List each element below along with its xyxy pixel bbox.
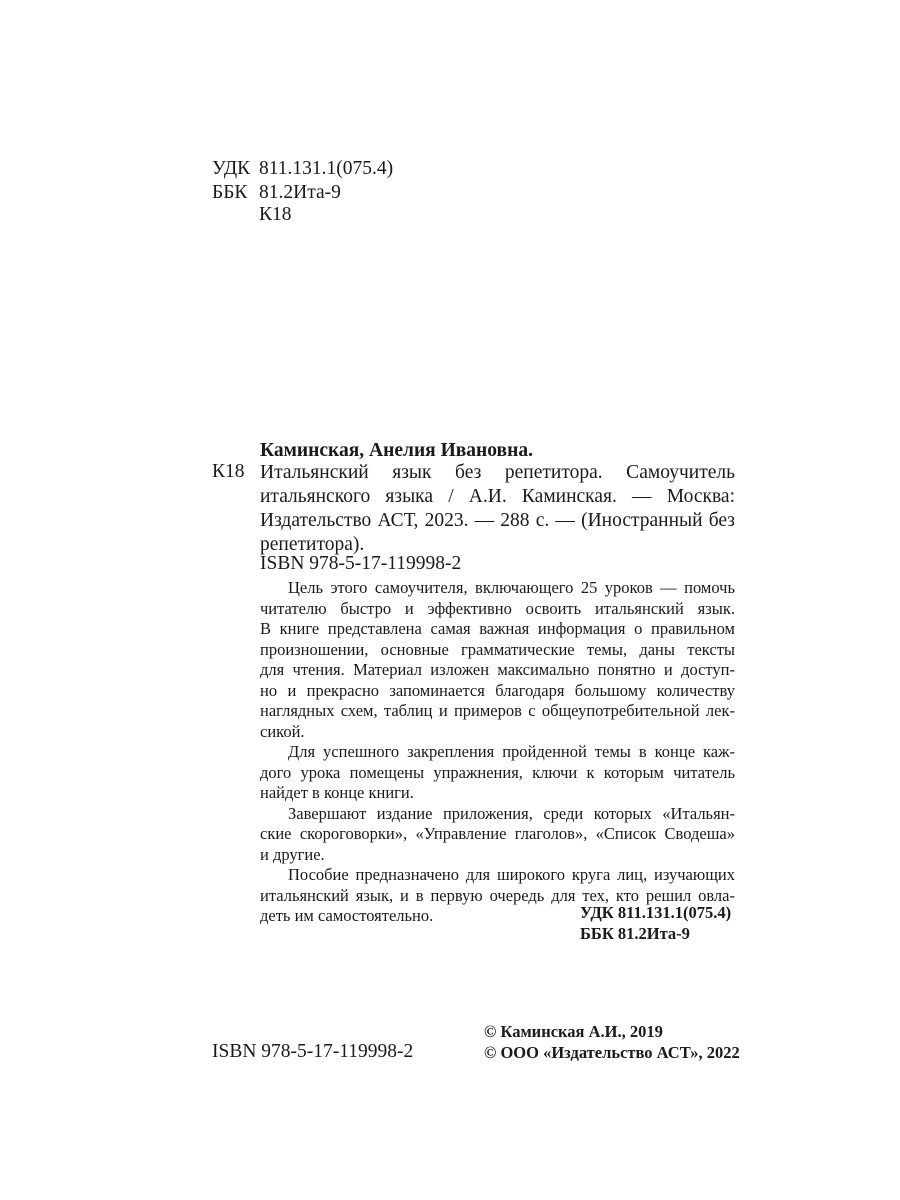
annotation-line: итальянский язык, и в первую очередь для тех, кто решил овла-: [260, 885, 735, 905]
annotation-line: и другие.: [260, 844, 325, 864]
bottom-isbn: ISBN 978-5-17-119998-2: [212, 1041, 414, 1062]
author-mark-header: К18: [259, 204, 292, 225]
annotation-line: дого урока помещены упражнения, ключи к которым читатель: [260, 762, 735, 782]
bib-line: репетитора).: [260, 534, 365, 555]
bbk-value: 81.2Ита-9: [259, 182, 341, 203]
annotation-paragraph: [260, 804, 735, 866]
copyright-publisher: © ООО «Издательство АСТ», 2022: [484, 1043, 740, 1062]
udk-header-row: [212, 157, 393, 181]
copyright-author: © Каминская А.И., 2019: [484, 1022, 663, 1041]
annotation-line: Для успешного закрепления пройденной темы в конце каж-: [288, 742, 735, 761]
footer-bbk: ББК 81.2Ита-9: [580, 924, 690, 943]
annotation-line: наглядных схем, таблиц и примеров с общеупотребительной лек-: [260, 701, 735, 720]
udk-value: 811.131.1(075.4): [259, 158, 394, 179]
footer-udk: УДК 811.131.1(075.4): [580, 903, 732, 922]
bib-line: итальянского языка / А.И. Каминская. — Москва:: [260, 486, 735, 507]
copyright-block: [484, 1021, 740, 1063]
annotation-line: сикой.: [260, 721, 305, 741]
annotation-line: Пособие предназначено для широкого круга лиц, изучающих: [288, 865, 735, 884]
author-mark-header-row: [212, 203, 292, 227]
bbk-header-row: [212, 181, 341, 205]
annotation-paragraph: [260, 578, 735, 742]
annotation-line: найдет в конце книги.: [260, 783, 414, 802]
author-heading: Каминская, Анелия Ивановна.: [260, 440, 533, 461]
annotation-line: В книге представлена самая важная информация о правильном: [260, 619, 735, 638]
bib-line: Издательство АСТ, 2023. — 288 с. — (Иностранный без: [260, 510, 735, 531]
annotation-line: для чтения. Материал изложен максимально понятно и доступ-: [260, 660, 735, 679]
annotation-line: произношении, основные грамматические темы, даны тексты: [260, 639, 735, 659]
annotation-line: Завершают издание приложения, среди которых «Итальян-: [288, 803, 735, 823]
catalog-isbn: ISBN 978-5-17-119998-2: [260, 553, 462, 574]
annotation-line: ские скороговорки», «Управление глаголов», «Список Сводеша»: [260, 824, 735, 843]
annotation-line: но и прекрасно запоминается благодаря большому количеству: [260, 680, 735, 700]
annotation-paragraph: [260, 742, 735, 804]
footer-codes: [580, 902, 731, 944]
udk-label: УДК: [212, 158, 251, 179]
annotation-line: читателю быстро и эффективно освоить итальянский язык.: [260, 598, 735, 618]
bbk-label: ББК: [212, 182, 248, 203]
bibliographic-description: [260, 461, 735, 557]
annotation-line: деть им самостоятельно.: [260, 906, 434, 925]
annotation: [260, 578, 735, 927]
annotation-line: Цель этого самоучителя, включающего 25 уроков — помочь: [288, 578, 735, 597]
bib-line: Итальянский язык без репетитора. Самоучитель: [260, 462, 735, 483]
author-mark-side: К18: [212, 461, 245, 482]
